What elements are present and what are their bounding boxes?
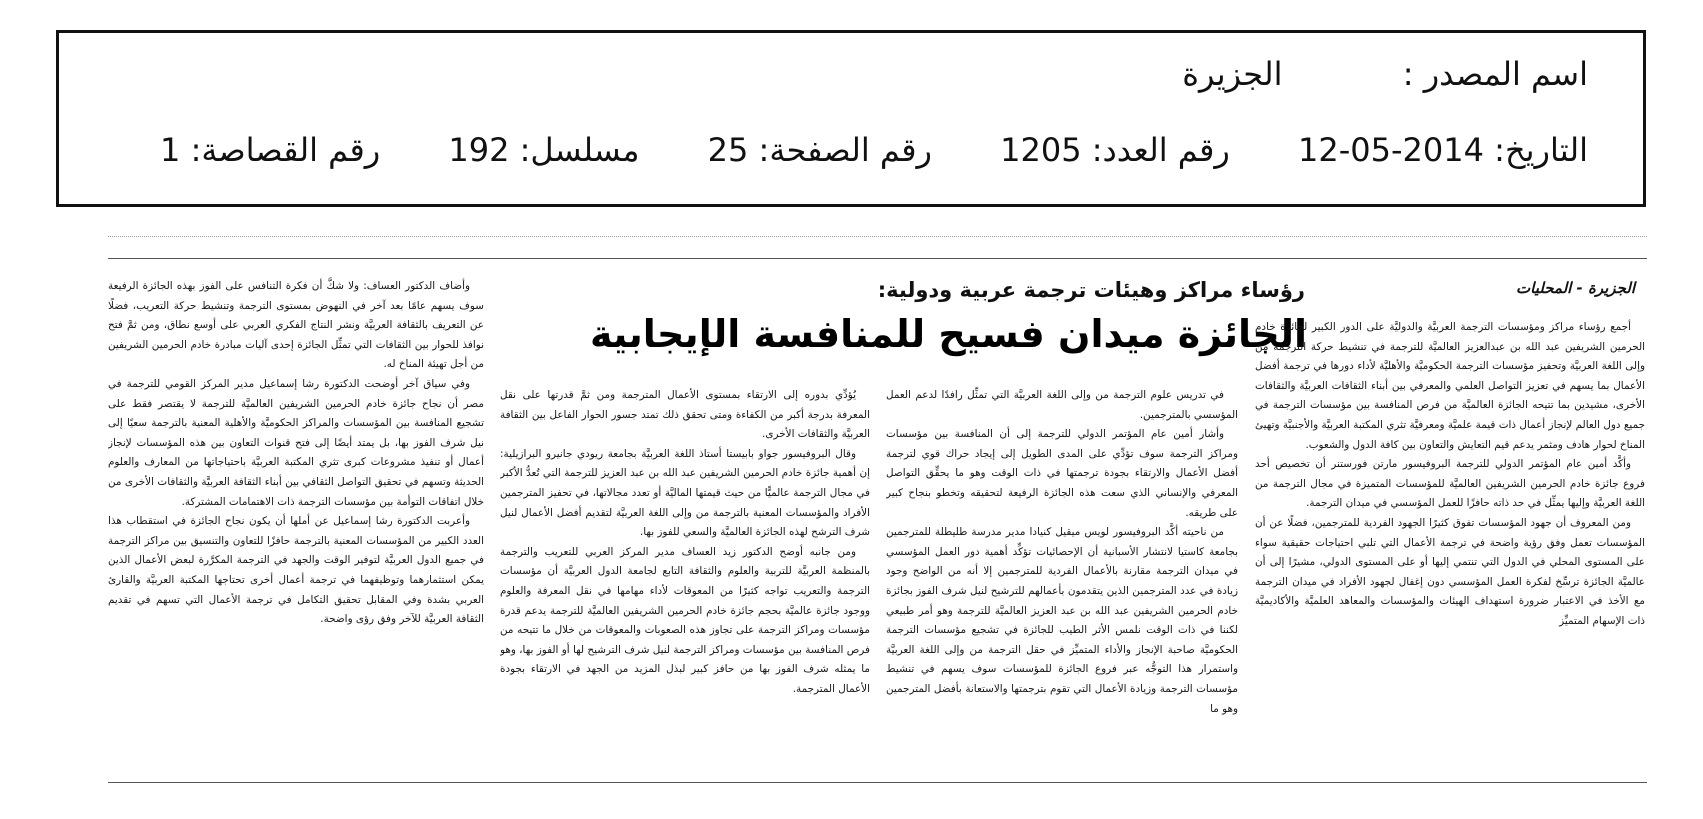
source-value: الجزيرة [1182, 55, 1283, 93]
article-column-2 [886, 386, 1238, 780]
top-dotted-rule [108, 236, 1647, 237]
article-bottom-rule [108, 782, 1647, 783]
details-row [160, 131, 1588, 169]
article-column-3 [500, 386, 870, 780]
paragraph: وفي سياق آخر أوضحت الدكتورة رشا إسماعيل مدير المركز القومي للترجمة في مصر أن نجاح جائزة خادم الحرمين الشريفين العالميَّة للترجمة لا يقتصر فقط على تشجيع المنافسة بين المؤسسات والمراكز الحكوميَّة والأهلية المعنية بالترجمة سعيًا إلى نيل شرف الفوز بها، بل يمتد أيضًا إلى فتح قنوات التعاون بين هذه المؤسسات لإنجاز أعمال أو تنفيذ مشروعات كبرى تثري المكتبة العربيَّة باحتياجاتها من المعارف والعلوم الحديثة وتسهم في تحقيق التواصل الثقافي بين أبناء الثقافة العربيَّة والثقافات الأخرى من خلال اتفاقات التوأمة بين مؤسسات الترجمة ذات الاهتمامات المشتركة. [108, 377, 484, 508]
paragraph: يُؤدِّي بدوره إلى الارتقاء بمستوى الأعمال المترجمة ومن ثمَّ قدرتها على نقل المعرفة بدرجة أكبر من الكفاءة ومتى تحقق ذلك تمتد جسور الحوار الفاعل بين الثقافة العربيَّة والثقافات الأخرى. [500, 389, 870, 441]
paragraph: وأضاف الدكتور العساف: ولا شكَّ أن فكرة التنافس على الفوز بهذه الجائزة الرفيعة سوف يسهم عامًا بعد آخر في النهوض بمستوى الترجمة وتنشيط حركة التعريب، فضلًا عن التعريف بالثقافة العربيَّة ونشر النتاج الفكري العربي على أوسع نطاق، ومن ثمَّ فتح نوافذ للحوار بين الثقافات التي تمثِّل الجائزة إحدى آليات مبادرة خادم الحرمين الشريفين من أجل تهيئة المناخ له. [108, 280, 484, 371]
date-field: التاريخ: 2014-05-12 [1298, 131, 1588, 169]
serial-field: مسلسل: 192 [448, 131, 640, 169]
article-column-1 [1255, 318, 1645, 780]
article-column-4 [108, 277, 484, 780]
clipping-metadata-box [56, 30, 1646, 207]
paragraph: وأشار أمين عام المؤتمر الدولي للترجمة إلى أن المنافسة بين مؤسسات ومراكز الترجمة سوف تؤدِّي على المدى الطويل إلى إيجاد حراك قوي لترجمة أفضل الأعمال والارتقاء بجودة ترجمتها في ذات الوقت وهو ما يحقِّق التواصل المعرفي والإنساني الذي سعت هذه الجائزة الرفيعة لتحقيقه وتخطو بنجاح كبير على طريقه. [886, 428, 1238, 519]
issue-field: رقم العدد: 1205 [1000, 131, 1230, 169]
paragraph: وقال البروفيسور جواو بابيستا أستاذ اللغة العربيَّة بجامعة ريودي جانيرو البرازيلية: إن أهمية جائزة خادم الحرمين الشريفين عبد الله بن عبد العزيز للترجمة التي تُعدُّ الأكبر في مجال الترجمة عالميًّا من حيث قيمتها الماليَّة أو تعدد مجالاتها، في تحفيز المترجمين الأفراد والمؤسسات المعنية بالترجمة من وإلى اللغة العربيَّة لتقديم أفضل الأعمال لنيل شرف الترشح لهذه الجائزة العالميَّة والسعي للفوز بها. [500, 447, 870, 539]
source-label: اسم المصدر : [1402, 55, 1588, 93]
paragraph: أجمع رؤساء مراكز ومؤسسات الترجمة العربيَّة والدوليَّة على الدور الكبير لجائزة خادم الحرمين الشريفين عبد الله بن عبدالعزيز العالميَّة للترجمة في تنشيط حركة الترجمة من وإلى اللغة العربيَّة وتحفيز مؤسسات الترجمة الحكوميَّة والأهليَّة لأداء دورها في ترجمة أفضل الأعمال بما يسهم في تعزيز التواصل العلمي والمعرفي بين أبناء الثقافات العربيَّة والثقافات الأخرى، مشيدين بما تتيحه الجائزة العالميَّة من فرص المنافسة بين مؤسسات الترجمة في جميع دول العالم لإنجاز أعمال ذات قيمة علميَّة ومعرفيَّة تثري المكتبة العربيَّة والأجنبيَّة وتهيئ المناخ لحوار هادف ومثمر يدعم قيم التعايش والتعاون بين كافة الدول والشعوب. [1255, 321, 1645, 451]
article-headline: الجائزة ميدان فسيح للمنافسة الإيجابية [589, 312, 1307, 356]
article-kicker: رؤساء مراكز وهيئات ترجمة عربية ودولية: [877, 278, 1305, 302]
paragraph: وأعربت الدكتورة رشا إسماعيل عن أملها أن يكون نجاح الجائزة في استقطاب هذا العدد الكبير من المؤسسات المعنية بالترجمة حافزًا للتعاون والتنسيق بين مراكز الترجمة في جميع الدول العربيَّة لتوفير الوقت والجهد في الترجمة المكرَّرة لبعض الأعمال الذين يمكن استثمارهما وتوظيفهما في ترجمة أعمال أخرى تحتاجها المكتبة العربيَّة والقارئ العربي بشدة وفي المقابل تحقيق التكامل في ترجمة الأعمال التي تسهم في تقديم الثقافة العربيَّة للآخر وفق رؤى واضحة. [108, 515, 484, 626]
clip-field: رقم القصاصة: 1 [160, 131, 381, 169]
section-tag: الجزيرة - المحليات [1516, 279, 1635, 297]
paragraph: من ناحيته أكَّد البروفيسور لويس ميقيل كنيادا مدير مدرسة طليطلة للمترجمين بجامعة كاستيا لانتشار الأسبانية أن الإحصائيات تؤكِّد أهمية دور العمل المؤسسي في ميدان الترجمة مقارنة بالأعمال الفردية للمترجمين إلا أنه من الواضح وجود زيادة في عدد المترجمين الذين يتقدمون بأعمالهم للترشيح لنيل شرف الفوز بجائزة خادم الحرمين الشريفين عبد الله بن عبد العزيز العالميَّة للترجمة وهو أمر طبيعي لكننا في ذات الوقت نلمس الأثر الطيب للجائزة في تشجيع مؤسسات الترجمة الحكوميَّة صاحبة الإنجاز والأداء المتميِّز في حقل الترجمة من وإلى اللغة العربيَّة واستمرار هذا التوجُّه عبر فروع الجائزة للمؤسسات سوف يسهم في تنشيط مؤسسات الترجمة وزيادة الأعمال التي تقوم بترجمتها والاستعانة بأفضل المترجمين وهو ما [886, 526, 1238, 715]
paragraph: ومن جانبه أوضح الدكتور زيد العساف مدير المركز العربي للتعريب والترجمة بالمنظمة العربيَّة للتربية والعلوم والثقافة التابع لجامعة الدول العربيَّة أن مؤسسات الترجمة والتعريب تواجه كثيرًا من المعوقات لأداء مهامها في نقل المعرفة والعلوم ووجود جائزة عالميَّة بحجم جائزة خادم الحرمين الشريفين العالميَّة للترجمة يدعم قدرة مؤسسات ومراكز الترجمة على تجاوز هذه الصعوبات والمعوقات من خلال ما تتيحه من فرص المنافسة بين مؤسسات ومراكز الترجمة لنيل شرف الترشيح لها أو الفوز بها، وهو ما يمثله شرف الفوز بها من حافز كبير لبذل المزيد من الجهد في الارتقاء بجودة الأعمال المترجمة. [500, 545, 870, 695]
paragraph: في تدريس علوم الترجمة من وإلى اللغة العربيَّة التي تمثِّل رافدًا لدعم العمل المؤسسي بالمترجمين. [886, 389, 1238, 421]
paragraph: ومن المعروف أن جهود المؤسسات تفوق كثيرًا الجهود الفردية للمترجمين، فضلًا عن أن المؤسسات تعمل وفق رؤية واضحة في ترجمة الأعمال التي تلبي احتياجات حقيقية سواء على المستوى المحلي في الدول التي تنتمي إليها أو على المستوى الدولي، مشيرًا إلى أن عالميَّة الجائزة ترسِّخ لفكرة العمل المؤسسي دون إغفال لجهود الأفراد في ميدان الترجمة مع الأخذ في الاعتبار ضرورة استهداف الهيئات والمؤسسات والمعاهد العلميَّة والأكاديميَّة ذات الإسهام المتميِّز [1255, 516, 1645, 627]
article-top-rule [108, 258, 1647, 259]
source-row [1182, 55, 1588, 93]
page-field: رقم الصفحة: 25 [707, 131, 932, 169]
paragraph: وأكَّد أمين عام المؤتمر الدولي للترجمة البروفيسور مارتن فورستنر أن تخصيص أحد فروع جائزة خادم الحرمين الشريفين العالميَّة للمؤسسات المتميزة في مجال الترجمة من اللغة العربيَّة وإليها يمثِّل في حد ذاته حافزًا للعمل المؤسسي في ميدان الترجمة. [1255, 458, 1645, 510]
